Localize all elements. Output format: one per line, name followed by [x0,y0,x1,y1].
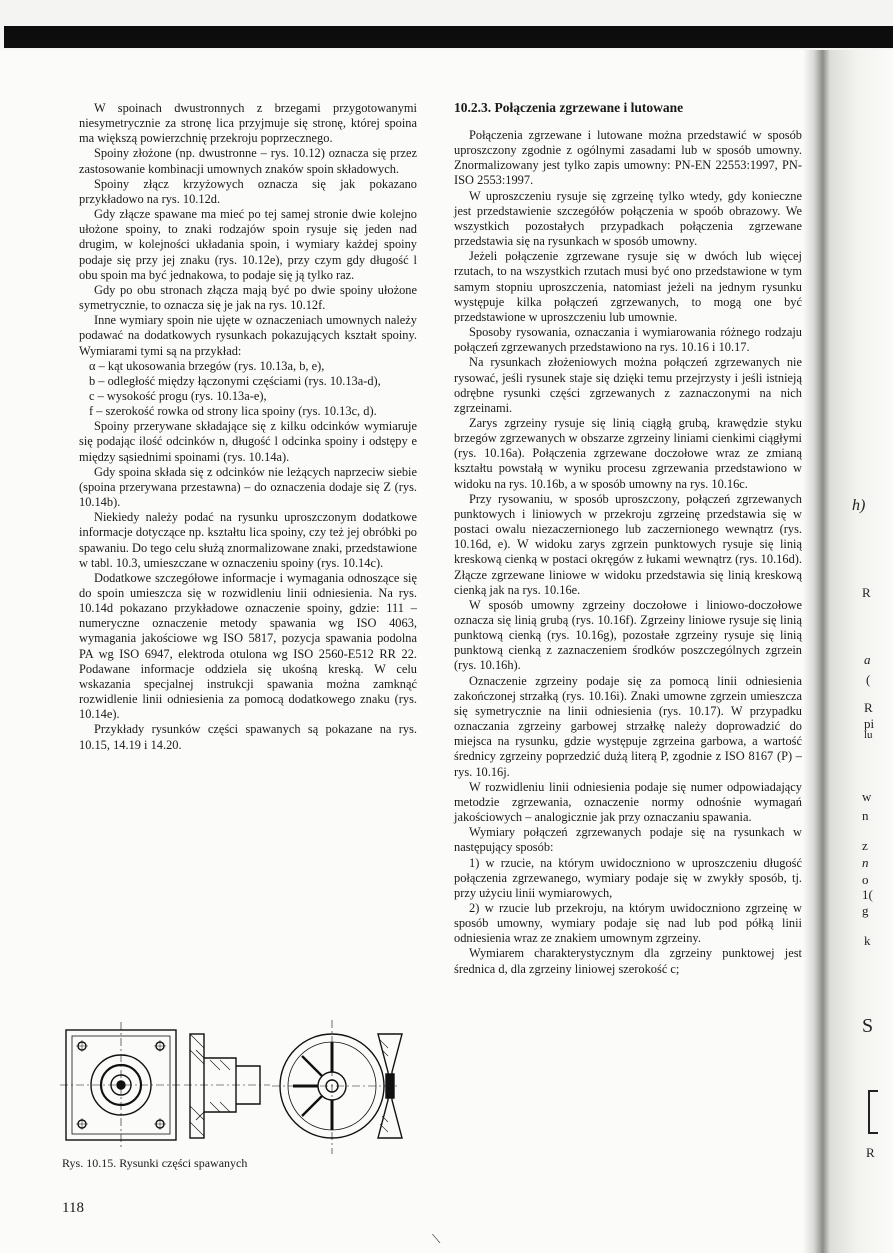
edge-fragment: pi [864,716,875,731]
paragraph: Przy rysowaniu, w sposób uproszczony, połączeń zgrzewanych punktowych i liniowych w przekroju zgrzeinę przedstawia się w postaci owalu niezaczernionego lub zaczernionego wewnątrz (rys. 10.16d, e). W widoku zarys zgrzein punktowych rysuje się linią kreskową cienką w postaci okręgów z łukami wewnątrz (rys. 10.16d). Złącze zgrzewane liniowe w widoku przedstawia się linią kreskową cienką jak na rys. 10.16e. [454,491,802,597]
paragraph: Na rysunkach złożeniowych można połączeń zgrzewanych nie rysować, jeśli rysunek staje się dzięki temu przejrzysty i jeśli istnieją odrębne rysunki części zgrzewanych z zaznaczonymi na nich zgrzeinami. [454,355,802,415]
list-item: b – odległość między łączonymi częściami (rys. 10.13a-d), [89,373,381,388]
paragraph: Niekiedy należy podać na rysunku uproszczonym dodatkowe informacje dotyczące np. kształtu lica spoiny, czy też jej obróbki po spawaniu. Do tego celu służą znormalizowane znaki, przedstawione w tabl. 10.3, umieszczane w oznaczeniu spoiny (rys. 10.14c). [79,510,417,570]
edge-fragment: z [862,838,868,853]
paragraph: Gdy złącze spawane ma mieć po tej samej stronie dwie kolejno ułożone spoiny, to znaki rodzajów spoin rysuje się jeden nad drugim, w kolejności układania spoin, i wymiary każdej spoiny podaje się przy jej znaku (rys. 10.12e), przy czym gdy długość l obu spoin ma być jednakowa, to podaje się ją tylko raz. [79,207,417,282]
list-item: α – kąt ukosowania brzegów (rys. 10.13a, b, e), [89,358,325,373]
edge-fragment: n [862,855,869,870]
paragraph: Spoiny złącz krzyżowych oznacza się jak pokazano przykładowo na rys. 10.12d. [79,176,417,206]
edge-fragment: h) [852,497,866,514]
side-section-drawing [184,1034,270,1138]
figure-caption: Rys. 10.15. Rysunki części spawanych [62,1156,248,1170]
edge-fragment: a [864,652,871,667]
edge-fragment: S [862,1015,874,1037]
paragraph: W spoinach dwustronnych z brzegami przygotowanymi niesymetrycznie za stronę lica przyjmuje się stronę, której spoina ma większą powierzchnię przekroju poprzecznego. [79,101,417,146]
edge-fragment: k [864,933,871,948]
paragraph: Gdy spoina składa się z odcinków nie leżących naprzeciw siebie (spoina przerywana przestawna) – do oznaczenia dodaje się Z (rys. 10.14b). [79,464,417,510]
left-column [79,101,417,753]
paragraph: Oznaczenie zgrzeiny podaje się za pomocą linii odniesienia zakończonej strzałką (rys. 10.16i). Znaki umowne zgrzein umieszcza się symetrycznie na linii odniesienia (rys. 10.17). W przypadku oznaczania zgrzeiny garbowej strzałkę należy doprowadzić do miejsca na rysunku, gdzie występuje zgrzeina garbowa, a wartość średnicy zgrzeiny poprzedzić dużą literą P, zgodnie z ISO 8167 (P) – rys. 10.16j. [454,673,802,779]
edge-fragment: lu [864,729,873,741]
paragraph: W rozwidleniu linii odniesienia podaje się numer odpowiadający metodzie zgrzewania, oznaczenie normy odnośnie wymagań jakościowych – analogicznie jak przy oznaczaniu spawania. [454,779,802,825]
paragraph: W uproszczeniu rysuje się zgrzeinę tylko wtedy, gdy konieczne jest przedstawienie szczegółów połączenia w spoób obrazowy. We wszystkich pozostałych przypadkach połączenia zgrzewane przedstawia się na rysunkach w sposób umowny. [454,188,802,249]
paragraph: Inne wymiary spoin nie ujęte w oznaczeniach umownych należy podawać na dodatkowych rysunkach pokazujących kształt spoiny. Wymiarami tymi są na przykład: [79,313,417,358]
edge-fragment: 1( [862,887,873,902]
paragraph: Połączenia zgrzewane i lutowane można przedstawić w sposób uproszczony zgodnie z ogólnymi zasadami lub w sposób umowny. Znormalizowany jest tylko zapis umowny: PN-EN 22553:1997, PN-ISO 2553:1997. [454,128,802,188]
paragraph: W sposób umowny zgrzeiny doczołowe i liniowo-doczołowe oznacza się linią grubą (rys. 10.16f). Zgrzeiny liniowe rysuje się linią punktową cienką (rys. 10.16g), pozostałe zgrzeiny rysuje się linią punktową cienką z zaznaczeniem środków poszczególnych zgrzein (rys. 10.16h). [454,597,802,673]
edge-fragment: R [864,700,873,715]
paragraph: Dodatkowe szczegółowe informacje i wymagania odnoszące się do spoin umieszcza się w rozwidleniu linii odniesienia. Na rys. 10.14d pokazano przykładowe oznaczenie spoiny, gdzie: 111 – numeryczne oznaczenie metody spawania wg ISO 4063, wymagania jakościowe wg ISO 5817, pozycja spawania podolna PA wg ISO 6947, elektroda otulona wg ISO 2560-E512 RR 22. Podawane informacje oddziela się ukośną kreską. W celu wskazania specjalnej instrukcji spawania można zamknąć rozwidlenie linii odniesienia za pomocą dodatkowego znaku (rys. 10.14e). [79,570,417,722]
scan-speck: ⟍ [432,1232,441,1246]
wheel-section-drawing [378,1034,402,1138]
edge-fragment: g [862,903,869,918]
paragraph: 1) w rzucie, na którym uwidoczniono w uproszczeniu długość połączenia zgrzewanego, wymiary podaje się w zwykły sposób, tj. przy użyciu linii wymiarowych, [454,855,802,900]
edge-fragment: ( [866,672,871,687]
right-column [454,128,802,977]
paragraph: Zarys zgrzeiny rysuje się linią ciągłą grubą, krawędzie styku brzegów zgrzewanych w obszarze zgrzeiny liniami cienkimi ciągłymi (rys. 10.16a). Połączenia zgrzewane doczołowe wraz ze zmianą kształtu powstałą w wyniku procesu zgrzewania przedstawiono w widoku na rys. 10.16b, a w sposób umowny na rys. 10.16c. [454,415,802,491]
edge-fragment: w [862,789,872,804]
paragraph: 2) w rzucie lub przekroju, na którym uwidoczniono zgrzeinę w sposób umowny, wymiary podaje się nad lub pod półką linii odniesienia wraz ze znakiem umownym zgrzeiny. [454,900,802,946]
page-number: 118 [62,1200,84,1216]
paragraph: Spoiny przerywane składające się z kilku odcinków wymiaruje się podając ilość odcinków n, długość l odcinka spoiny i odstępy e między sąsiednimi spoinami (rys. 10.14a). [79,419,417,464]
welded-parts-figure [60,1020,425,1160]
paragraph: Jeżeli połączenie zgrzewane rysuje się w dwóch lub więcej rzutach, to na wszystkich rzutach musi być ono przedstawione w tym samym stopniu uproszczenia, natomiast jeżeli na jednym rysunku występuje kilka połączeń zgrzewanych, to mogą one być przedstawione w uproszczeniu lub umownie. [454,249,802,324]
edge-fragment: R [866,1145,875,1160]
bracket-mark [868,1090,878,1134]
paragraph: Wymiary połączeń zgrzewanych podaje się na rysunkach w następujący sposób: [454,825,802,855]
next-page-edge [803,50,893,1253]
paragraph: Wymiarem charakterystycznym dla zgrzeiny punktowej jest średnica d, dla zgrzeiny liniowej szerokość c; [454,946,802,976]
square-flange-drawing [60,1022,182,1148]
edge-fragment: R [862,585,871,600]
edge-fragment: o [862,872,869,887]
paragraph: Gdy po obu stronach złącza mają być po dwie spoiny ułożone symetrycznie, to oznacza się je jak na rys. 10.12f. [79,282,417,313]
section-heading: 10.2.3. Połączenia zgrzewane i lutowane [454,100,684,115]
list-item: f – szerokość rowka od strony lica spoiny (rys. 10.13c, d). [89,404,377,419]
scan-black-band [4,26,893,48]
list-item: c – wysokość progu (rys. 10.13a-e), [89,388,267,403]
wheel-drawing [272,1020,400,1154]
paragraph: Sposoby rysowania, oznaczania i wymiarowania różnego rodzaju połączeń zgrzewanych przedstawiono na rys. 10.16 i 10.17. [454,325,802,355]
paragraph: Przykłady rysunków części spawanych są pokazane na rys. 10.15, 14.19 i 14.20. [79,722,417,752]
paragraph: Spoiny złożone (np. dwustronne – rys. 10.12) oznacza się przez zastosowanie kombinacji umownych znaków spoin składowych. [79,146,417,176]
scan-top-border [0,0,893,50]
edge-fragment: n [862,808,869,823]
